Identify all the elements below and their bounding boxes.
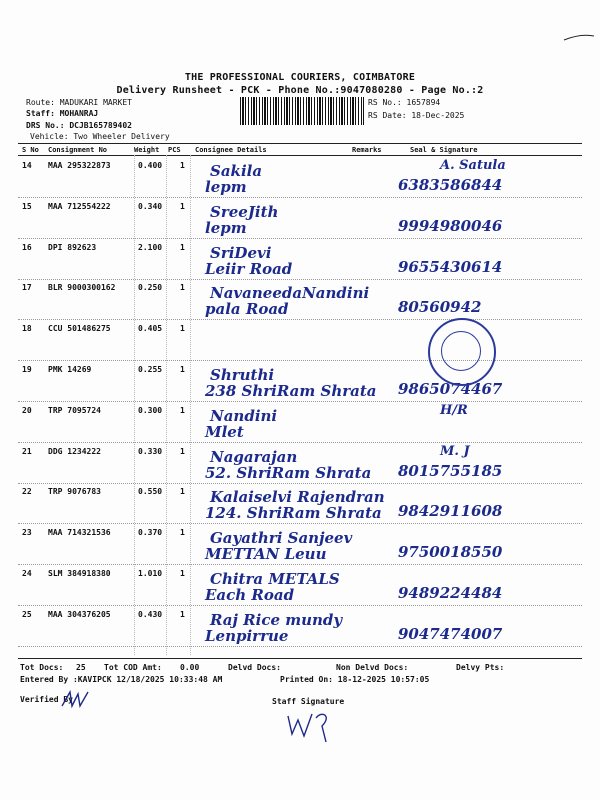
- col-pcs: PCS: [168, 146, 181, 154]
- tot-cod-value: 0.00: [180, 663, 200, 672]
- row-phone: 6383586844: [398, 176, 503, 194]
- row-sno: 25: [22, 610, 32, 619]
- row-phone: 8015755185: [398, 462, 503, 480]
- row-divider: [18, 401, 582, 402]
- vehicle-label: Vehicle: Two Wheeler Delivery: [30, 132, 170, 141]
- barcode: [240, 97, 364, 125]
- row-consignment: DDG 1234222: [48, 447, 101, 456]
- table-row: [0, 403, 600, 443]
- row-pcs: 1: [180, 365, 185, 374]
- column-rule: [18, 155, 582, 156]
- route-label: Route: MADUKARI MARKET: [26, 98, 132, 107]
- header-rule: [18, 143, 582, 144]
- row-sno: 15: [22, 202, 32, 211]
- table-row: [0, 484, 600, 524]
- row-consignment: MAA 304376205: [48, 610, 111, 619]
- row-consignment: DPI 892623: [48, 243, 97, 252]
- row-consignee-name: NavaneedaNandini: [210, 284, 370, 302]
- row-sno: 17: [22, 283, 32, 292]
- corner-mark: [560, 30, 596, 44]
- row-phone: 9994980046: [398, 217, 503, 235]
- row-consignee-address: METTAN Leuu: [205, 545, 327, 563]
- row-consignment: MAA 712554222: [48, 202, 111, 211]
- row-consignment: PMK 14269: [48, 365, 92, 374]
- runsheet-subtitle: Delivery Runsheet - PCK - Phone No.:9047080280 - Page No.:2: [116, 85, 484, 96]
- row-weight: 0.330: [138, 447, 163, 456]
- row-consignment: MAA 714321536: [48, 528, 111, 537]
- row-weight: 0.370: [138, 528, 163, 537]
- row-divider: [18, 360, 582, 361]
- receiver-stamp-inner: [441, 331, 481, 371]
- row-weight: 0.430: [138, 610, 163, 619]
- row-sno: 14: [22, 161, 32, 170]
- row-pcs: 1: [180, 202, 185, 211]
- row-consignee-address: Leiir Road: [205, 260, 293, 278]
- col-weight: Weight: [134, 146, 160, 154]
- row-divider: [18, 523, 582, 524]
- row-weight: 1.010: [138, 569, 163, 578]
- row-sno: 22: [22, 487, 32, 496]
- row-divider: [18, 564, 582, 565]
- row-consignee-name: Gayathri Sanjeev: [210, 529, 353, 547]
- row-consignee-address: 52. ShriRam Shrata: [205, 464, 372, 482]
- row-pcs: 1: [180, 569, 185, 578]
- row-consignee-name: Nandini: [210, 407, 278, 425]
- row-weight: 0.255: [138, 365, 163, 374]
- row-pcs: 1: [180, 610, 185, 619]
- row-consignment: CCU 501486275: [48, 324, 111, 333]
- staff-label: Staff: MOHANRAJ: [26, 109, 99, 118]
- table-row: [0, 240, 600, 280]
- row-phone: 9489224484: [398, 584, 503, 602]
- table-row: [0, 525, 600, 565]
- row-pcs: 1: [180, 283, 185, 292]
- row-pcs: 1: [180, 487, 185, 496]
- rs-no: RS No.: 1657894: [368, 98, 441, 107]
- row-pcs: 1: [180, 161, 185, 170]
- table-row: [0, 566, 600, 606]
- row-phone: 80560942: [398, 298, 482, 316]
- row-pcs: 1: [180, 406, 185, 415]
- col-sno: S No: [22, 146, 39, 154]
- table-row: [0, 199, 600, 239]
- non-delvd-label: Non Delvd Docs:: [336, 663, 409, 672]
- row-divider: [18, 442, 582, 443]
- row-divider: [18, 605, 582, 606]
- row-consignee-name: SreeJith: [210, 203, 279, 221]
- row-phone: 9655430614: [398, 258, 503, 276]
- row-consignee-name: Raj Rice mundy: [210, 611, 343, 629]
- row-phone: 9865074467: [398, 380, 503, 398]
- row-consignee-address: 124. ShriRam Shrata: [205, 504, 382, 522]
- drs-label: DRS No.: DCJB165789402: [26, 121, 132, 130]
- row-divider: [18, 197, 582, 198]
- row-weight: 0.340: [138, 202, 163, 211]
- row-consignee-address: pala Road: [205, 300, 289, 318]
- table-row: [0, 607, 600, 647]
- row-pcs: 1: [180, 528, 185, 537]
- row-consignment: BLR 9000300162: [48, 283, 116, 292]
- row-signature: M. J: [440, 444, 470, 459]
- row-phone: 9047474007: [398, 625, 503, 643]
- row-consignee-address: lepm: [205, 219, 247, 237]
- row-weight: 0.405: [138, 324, 163, 333]
- row-consignee-name: Shruthi: [210, 366, 275, 384]
- row-sno: 16: [22, 243, 32, 252]
- row-consignee-name: Kalaiselvi Rajendran: [210, 488, 385, 506]
- row-pcs: 1: [180, 324, 185, 333]
- company-title: THE PROFESSIONAL COURIERS, COIMBATORE: [184, 72, 416, 83]
- table-row: [0, 158, 600, 198]
- row-divider: [18, 646, 582, 647]
- row-phone: 9750018550: [398, 543, 503, 561]
- col-consignment: Consignment No: [48, 146, 108, 154]
- row-consignee-address: Mlet: [205, 423, 244, 441]
- row-consignment: TRP 7095724: [48, 406, 101, 415]
- row-consignee-address: lepm: [205, 178, 247, 196]
- row-consignee-address: 238 ShriRam Shrata: [205, 382, 377, 400]
- delvy-pts-label: Delvy Pts:: [456, 663, 505, 672]
- row-signature: A. Satula: [440, 158, 506, 173]
- col-remarks: Remarks: [352, 146, 382, 154]
- row-consignee-address: Lenpirrue: [205, 627, 289, 645]
- verified-by: Verified By: [20, 695, 73, 704]
- row-weight: 2.100: [138, 243, 163, 252]
- row-weight: 0.400: [138, 161, 163, 170]
- row-pcs: 1: [180, 243, 185, 252]
- row-weight: 0.300: [138, 406, 163, 415]
- col-details: Consignee Details: [195, 146, 267, 154]
- table-row: [0, 280, 600, 320]
- row-sno: 21: [22, 447, 32, 456]
- col-seal: Seal & Signature: [410, 146, 478, 154]
- row-weight: 0.250: [138, 283, 163, 292]
- tot-docs-value: 25: [76, 663, 86, 672]
- row-sno: 18: [22, 324, 32, 333]
- row-divider: [18, 238, 582, 239]
- row-consignment: TRP 9076783: [48, 487, 101, 496]
- row-consignee-name: Nagarajan: [210, 448, 298, 466]
- row-sno: 20: [22, 406, 32, 415]
- verified-signature: [60, 688, 92, 710]
- row-consignee-address: Each Road: [205, 586, 295, 604]
- entered-by: Entered By :KAVIPCK 12/18/2025 10:33:48 AM: [20, 675, 223, 684]
- row-pcs: 1: [180, 447, 185, 456]
- row-sno: 24: [22, 569, 32, 578]
- row-divider: [18, 319, 582, 320]
- row-sno: 23: [22, 528, 32, 537]
- row-phone: 9842911608: [398, 502, 503, 520]
- row-signature: H/R: [440, 403, 468, 418]
- table-row: [0, 444, 600, 484]
- rs-date: RS Date: 18-Dec-2025: [368, 111, 465, 120]
- table-row: [0, 362, 600, 402]
- row-consignment: MAA 295322873: [48, 161, 111, 170]
- staff-signature: [282, 706, 342, 746]
- row-consignee-name: SriDevi: [210, 244, 272, 262]
- row-weight: 0.550: [138, 487, 163, 496]
- delvd-docs-label: Delvd Docs:: [228, 663, 281, 672]
- footer-rule: [18, 658, 582, 659]
- table-row: [0, 321, 600, 361]
- tot-docs-label: Tot Docs:: [20, 663, 64, 672]
- row-consignment: SLM 384918380: [48, 569, 111, 578]
- row-consignee-name: Chitra METALS: [210, 570, 340, 588]
- row-sno: 19: [22, 365, 32, 374]
- tot-cod-label: Tot COD Amt:: [104, 663, 162, 672]
- row-consignee-name: Sakila: [210, 162, 263, 180]
- printed-on: Printed On: 18-12-2025 10:57:05: [280, 675, 430, 684]
- staff-signature-label: Staff Signature: [272, 697, 345, 706]
